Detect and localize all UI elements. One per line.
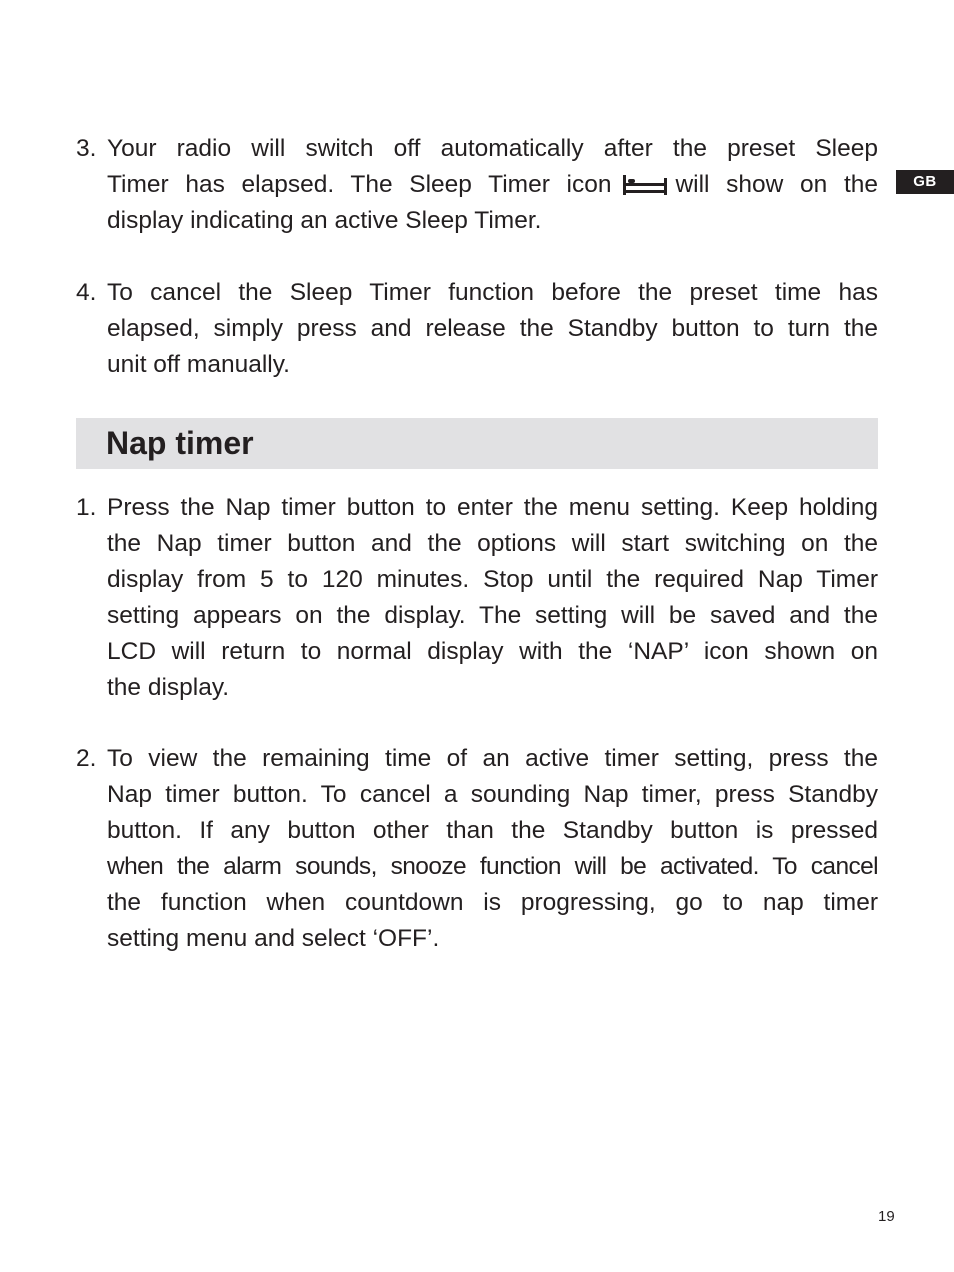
text-line: elapsed, simply press and release the Standby button to turn the bbox=[107, 315, 878, 342]
list-number: 1. bbox=[76, 494, 97, 521]
text-line: Your radio will switch off automatically after the preset Sleep bbox=[107, 135, 878, 162]
list-item-1 bbox=[76, 490, 878, 706]
list-item-text bbox=[107, 490, 878, 706]
text-line: Press the Nap timer button to enter the menu setting. Keep holding bbox=[107, 494, 878, 521]
text-line: the Nap timer button and the options will start switching on the bbox=[107, 530, 878, 557]
list-item-text bbox=[107, 131, 878, 239]
section-title: Nap timer bbox=[106, 425, 254, 461]
text-line: setting appears on the display. The setting will be saved and the bbox=[107, 602, 878, 629]
page-number: 19 bbox=[878, 1208, 895, 1225]
list-item-text bbox=[107, 741, 878, 957]
text-line: when the alarm sounds, snooze function will be activated. To cancel bbox=[107, 853, 878, 880]
language-tab-gb: GB bbox=[896, 170, 954, 194]
list-item-3 bbox=[76, 131, 878, 239]
text-fragment: Timer has elapsed. The Sleep Timer icon bbox=[107, 171, 612, 198]
text-line: display from 5 to 120 minutes. Stop until the required Nap Timer bbox=[107, 566, 878, 593]
text-line: setting menu and select ‘OFF’. bbox=[107, 925, 440, 952]
list-number: 3. bbox=[76, 135, 97, 162]
list-number: 2. bbox=[76, 745, 97, 772]
list-number: 4. bbox=[76, 279, 97, 306]
list-item-text bbox=[107, 275, 878, 383]
sleep-timer-icon bbox=[621, 172, 669, 198]
text-line: unit off manually. bbox=[107, 351, 290, 378]
text-line: button. If any button other than the Standby button is pressed bbox=[107, 817, 878, 844]
text-line: To view the remaining time of an active timer setting, press the bbox=[107, 745, 878, 772]
text-line: the display. bbox=[107, 674, 230, 701]
text-line: To cancel the Sleep Timer function before the preset time has bbox=[107, 279, 878, 306]
list-item-4 bbox=[76, 275, 878, 383]
text-line: the function when countdown is progressing, go to nap timer bbox=[107, 889, 878, 916]
text-fragment: will show on the bbox=[675, 171, 878, 198]
text-line bbox=[107, 167, 878, 203]
section-header-nap-timer bbox=[76, 418, 878, 469]
text-line: Nap timer button. To cancel a sounding Nap timer, press Standby bbox=[107, 781, 878, 808]
list-item-2 bbox=[76, 741, 878, 957]
text-line: LCD will return to normal display with the ‘NAP’ icon shown on bbox=[107, 638, 878, 665]
text-line: display indicating an active Sleep Timer. bbox=[107, 207, 542, 234]
